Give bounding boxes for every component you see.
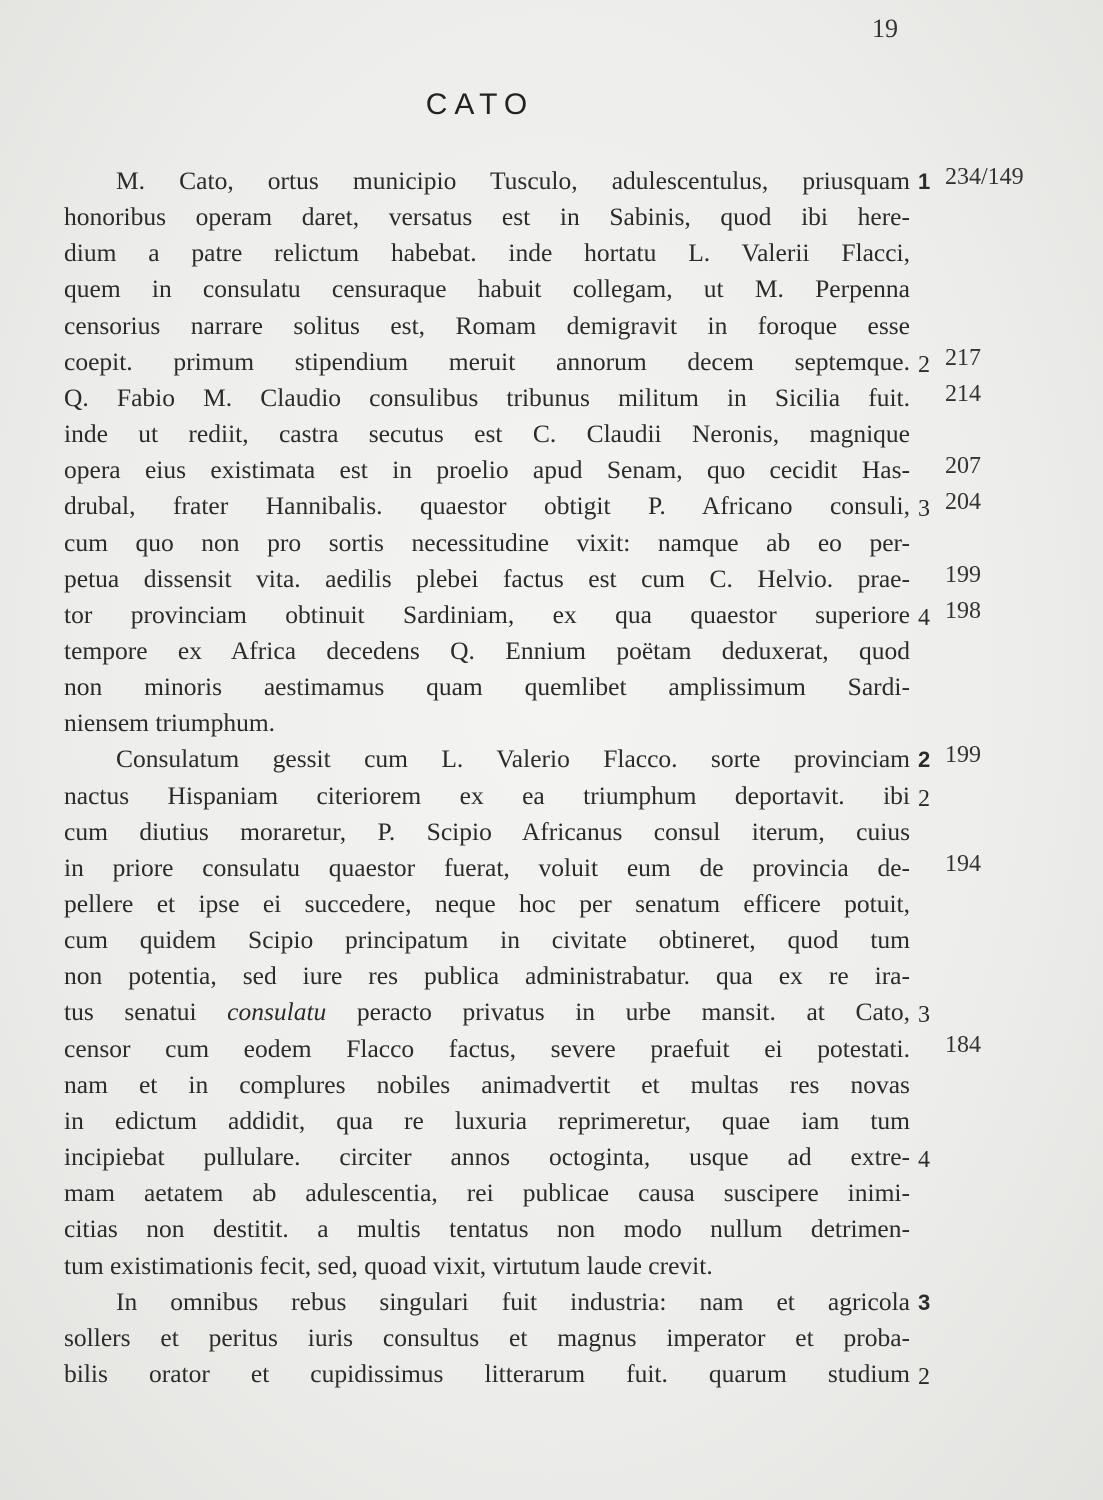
text-line: non potentia, sed iure res publica administrabatur. qua ex re ira- [64, 961, 910, 990]
text-line: mam aetatem ab adulescentia, rei publicae causa suscipere inimi- [64, 1178, 910, 1207]
year-note: 207 [945, 453, 981, 479]
text-line: tor provinciam obtinuit Sardiniam, ex qua quaestor superiore [64, 600, 910, 629]
year-note: 204 [945, 489, 981, 515]
year-note: 184 [945, 1032, 981, 1058]
text-line: cum quidem Scipio principatum in civitate obtineret, quod tum [64, 925, 910, 954]
text-segment: peracto privatus in urbe mansit. at Cato, [326, 997, 910, 1026]
text-line [64, 994, 910, 1030]
section-number: 4 [918, 1147, 930, 1173]
text-line: Q. Fabio M. Claudio consulibus tribunus militum in Sicilia fuit. [64, 383, 910, 412]
year-note: 199 [945, 742, 981, 768]
text-line: coepit. primum stipendium meruit annorum decem septemque. [64, 347, 910, 376]
section-number: 2 [918, 352, 930, 378]
year-note: 214 [945, 381, 981, 407]
text-line: censor cum eodem Flacco factus, severe praefuit ei potestati. [64, 1034, 910, 1063]
text-segment: tus senatui [64, 997, 228, 1026]
text-line: honoribus operam daret, versatus est in Sabinis, quod ibi here- [64, 202, 910, 231]
text-line: opera eius existimata est in proelio apud Senam, quo cecidit Has- [64, 455, 910, 484]
chapter-title: CATO [425, 88, 535, 121]
text-line: cum diutius moraretur, P. Scipio Africanus consul iterum, cuius [64, 817, 910, 846]
text-line: nactus Hispaniam citeriorem ex ea triumphum deportavit. ibi [64, 781, 910, 810]
text-line: In omnibus rebus singulari fuit industria: nam et agricola [116, 1287, 910, 1316]
text-line: dium a patre relictum habebat. inde hortatu L. Valerii Flacci, [64, 238, 910, 267]
text-line: non minoris aestimamus quam quemlibet amplissimum Sardi- [64, 672, 910, 701]
text-line: censorius narrare solitus est, Romam demigravit in foroque esse [64, 311, 910, 340]
section-number: 3 [918, 496, 930, 522]
year-note: 194 [945, 851, 981, 877]
page-number: 19 [872, 14, 898, 43]
year-note: 199 [945, 562, 981, 588]
section-number: 1 [918, 169, 931, 194]
text-line: M. Cato, ortus municipio Tusculo, adulescentulus, priusquam [116, 166, 910, 195]
text-line: pellere et ipse ei succedere, neque hoc per senatum efficere potuit, [64, 889, 910, 918]
section-number: 2 [918, 1364, 930, 1390]
text-line: sollers et peritus iuris consultus et magnus imperator et proba- [64, 1323, 910, 1352]
text-line: quem in consulatu censuraque habuit collegam, ut M. Perpenna [64, 274, 910, 303]
section-number: 2 [918, 786, 930, 812]
year-note: 217 [945, 345, 981, 371]
text-line: niensem triumphum. [64, 708, 276, 737]
year-note: 198 [945, 598, 981, 624]
text-line: cum quo non pro sortis necessitudine vixit: namque ab eo per- [64, 528, 910, 557]
text-line: citias non destitit. a multis tentatus non modo nullum detrimen- [64, 1214, 910, 1243]
text-line: tempore ex Africa decedens Q. Ennium poëtam deduxerat, quod [64, 636, 910, 665]
section-number: 3 [918, 1290, 931, 1315]
section-number: 2 [918, 747, 931, 772]
italic-word: consulatu [227, 997, 327, 1026]
text-line: nam et in complures nobiles animadvertit et multas res novas [64, 1070, 910, 1099]
text-line: inde ut rediit, castra secutus est C. Claudii Neronis, magnique [64, 419, 910, 448]
text-line: tum existimationis fecit, sed, quoad vixit, virtutum laude crevit. [64, 1251, 713, 1280]
year-note: 234/149 [945, 164, 1024, 190]
section-number: 3 [918, 1002, 930, 1028]
text-line: incipiebat pullulare. circiter annos octoginta, usque ad extre- [64, 1142, 910, 1171]
text-line: in edictum addidit, qua re luxuria reprimeretur, quae iam tum [64, 1106, 910, 1135]
text-line: petua dissensit vita. aedilis plebei factus est cum C. Helvio. prae- [64, 564, 910, 593]
text-line: Consulatum gessit cum L. Valerio Flacco. sorte provinciam [116, 744, 910, 773]
text-line: in priore consulatu quaestor fuerat, voluit eum de provincia de- [64, 853, 910, 882]
text-line: drubal, frater Hannibalis. quaestor obtigit P. Africano consuli, [64, 491, 910, 520]
text-line: bilis orator et cupidissimus litterarum fuit. quarum studium [64, 1359, 910, 1388]
section-number: 4 [918, 605, 930, 631]
